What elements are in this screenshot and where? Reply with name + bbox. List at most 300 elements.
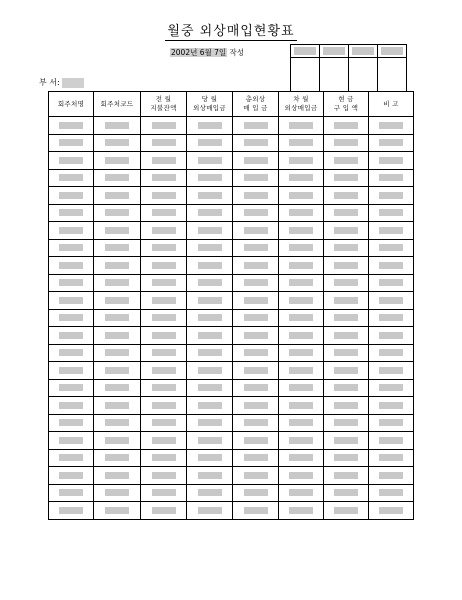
table-cell[interactable] bbox=[94, 432, 141, 450]
table-cell[interactable] bbox=[324, 169, 369, 187]
table-cell[interactable] bbox=[369, 117, 414, 135]
table-cell[interactable] bbox=[324, 467, 369, 485]
table-cell[interactable] bbox=[187, 362, 233, 380]
cell-placeholder bbox=[198, 419, 222, 426]
table-cell[interactable] bbox=[187, 239, 233, 257]
table-cell[interactable] bbox=[187, 344, 233, 362]
table-cell[interactable] bbox=[49, 449, 94, 467]
cell-placeholder bbox=[379, 139, 403, 146]
table-row bbox=[49, 344, 414, 362]
table-cell[interactable] bbox=[233, 467, 279, 485]
table-cell[interactable] bbox=[369, 274, 414, 292]
table-cell[interactable] bbox=[49, 362, 94, 380]
table-cell[interactable] bbox=[324, 362, 369, 380]
table-cell[interactable] bbox=[94, 379, 141, 397]
cell-placeholder bbox=[289, 139, 313, 146]
cell-placeholder bbox=[59, 454, 83, 461]
table-cell[interactable] bbox=[187, 274, 233, 292]
cell-placeholder bbox=[105, 157, 129, 164]
table-cell[interactable] bbox=[141, 432, 187, 450]
cell-placeholder bbox=[105, 209, 129, 216]
table-cell[interactable] bbox=[141, 204, 187, 222]
cell-placeholder bbox=[59, 367, 83, 374]
cell-placeholder bbox=[289, 384, 313, 391]
cell-placeholder bbox=[59, 402, 83, 409]
approval-title-cell bbox=[291, 45, 320, 58]
table-row bbox=[49, 117, 414, 135]
cell-placeholder bbox=[334, 279, 358, 286]
table-cell[interactable] bbox=[233, 169, 279, 187]
cell-placeholder bbox=[244, 244, 268, 251]
approval-sign-cell[interactable] bbox=[378, 58, 407, 92]
cell-placeholder bbox=[379, 367, 403, 374]
table-cell[interactable] bbox=[187, 187, 233, 205]
approval-box bbox=[290, 44, 407, 92]
table-row bbox=[49, 257, 414, 275]
cell-placeholder bbox=[244, 367, 268, 374]
table-cell[interactable] bbox=[233, 222, 279, 240]
cell-placeholder bbox=[379, 437, 403, 444]
table-cell[interactable] bbox=[324, 134, 369, 152]
table-cell[interactable] bbox=[141, 344, 187, 362]
table-cell[interactable] bbox=[49, 134, 94, 152]
cell-placeholder bbox=[59, 507, 83, 514]
cell-placeholder bbox=[379, 244, 403, 251]
table-cell[interactable] bbox=[187, 169, 233, 187]
table-cell[interactable] bbox=[324, 449, 369, 467]
table-cell[interactable] bbox=[187, 432, 233, 450]
table-cell[interactable] bbox=[94, 274, 141, 292]
table-row bbox=[49, 169, 414, 187]
table-cell[interactable] bbox=[94, 309, 141, 327]
table-cell[interactable] bbox=[49, 239, 94, 257]
table-cell[interactable] bbox=[369, 152, 414, 170]
approval-sign-cell[interactable] bbox=[291, 58, 320, 92]
table-cell[interactable] bbox=[187, 292, 233, 310]
table-row bbox=[49, 222, 414, 240]
table-cell[interactable] bbox=[141, 397, 187, 415]
cell-placeholder bbox=[152, 419, 176, 426]
table-cell[interactable] bbox=[141, 362, 187, 380]
cell-placeholder bbox=[244, 332, 268, 339]
cell-placeholder bbox=[59, 384, 83, 391]
cell-placeholder bbox=[152, 507, 176, 514]
table-cell[interactable] bbox=[94, 484, 141, 502]
cell-placeholder bbox=[289, 209, 313, 216]
table-cell[interactable] bbox=[324, 187, 369, 205]
table-cell[interactable] bbox=[233, 327, 279, 345]
table-cell[interactable] bbox=[94, 169, 141, 187]
cell-placeholder bbox=[198, 507, 222, 514]
table-cell[interactable] bbox=[233, 292, 279, 310]
table-cell[interactable] bbox=[279, 309, 324, 327]
cell-placeholder bbox=[334, 349, 358, 356]
table-cell[interactable] bbox=[369, 502, 414, 520]
header-client-name: 회주처명 bbox=[49, 92, 94, 117]
table-cell[interactable] bbox=[279, 432, 324, 450]
cell-placeholder bbox=[289, 297, 313, 304]
cell-placeholder bbox=[244, 454, 268, 461]
table-cell[interactable] bbox=[94, 292, 141, 310]
table-cell[interactable] bbox=[94, 117, 141, 135]
table-cell[interactable] bbox=[187, 309, 233, 327]
table-cell[interactable] bbox=[324, 502, 369, 520]
table-cell[interactable] bbox=[369, 379, 414, 397]
table-cell[interactable] bbox=[141, 134, 187, 152]
table-cell[interactable] bbox=[324, 239, 369, 257]
table-cell[interactable] bbox=[369, 204, 414, 222]
table-cell[interactable] bbox=[279, 379, 324, 397]
table-cell[interactable] bbox=[324, 379, 369, 397]
cell-placeholder bbox=[289, 227, 313, 234]
cell-placeholder bbox=[244, 472, 268, 479]
table-cell[interactable] bbox=[279, 222, 324, 240]
cell-placeholder bbox=[59, 437, 83, 444]
cell-placeholder bbox=[198, 384, 222, 391]
table-cell[interactable] bbox=[49, 292, 94, 310]
cell-placeholder bbox=[379, 419, 403, 426]
table-cell[interactable] bbox=[49, 169, 94, 187]
cell-placeholder bbox=[105, 437, 129, 444]
table-cell[interactable] bbox=[141, 257, 187, 275]
table-cell[interactable] bbox=[49, 502, 94, 520]
table-cell[interactable] bbox=[233, 257, 279, 275]
table-cell[interactable] bbox=[94, 449, 141, 467]
cell-placeholder bbox=[198, 192, 222, 199]
table-cell[interactable] bbox=[141, 449, 187, 467]
table-cell[interactable] bbox=[187, 449, 233, 467]
table-cell[interactable] bbox=[49, 274, 94, 292]
table-cell[interactable] bbox=[369, 414, 414, 432]
cell-placeholder bbox=[105, 174, 129, 181]
table-cell[interactable] bbox=[141, 117, 187, 135]
table-row bbox=[49, 134, 414, 152]
table-cell[interactable] bbox=[141, 309, 187, 327]
cell-placeholder bbox=[152, 489, 176, 496]
cell-placeholder bbox=[379, 507, 403, 514]
table-cell[interactable] bbox=[233, 379, 279, 397]
table-cell[interactable] bbox=[279, 362, 324, 380]
table-cell[interactable] bbox=[324, 397, 369, 415]
table-cell[interactable] bbox=[279, 239, 324, 257]
table-cell[interactable] bbox=[324, 484, 369, 502]
table-cell[interactable] bbox=[187, 502, 233, 520]
department-line bbox=[39, 77, 84, 89]
cell-placeholder bbox=[289, 349, 313, 356]
cell-placeholder bbox=[334, 157, 358, 164]
table-cell[interactable] bbox=[49, 152, 94, 170]
cell-placeholder bbox=[334, 174, 358, 181]
cell-placeholder bbox=[152, 192, 176, 199]
cell-placeholder bbox=[105, 349, 129, 356]
table-cell[interactable] bbox=[324, 309, 369, 327]
table-cell[interactable] bbox=[49, 204, 94, 222]
cell-placeholder bbox=[244, 297, 268, 304]
table-cell[interactable] bbox=[94, 344, 141, 362]
table-cell[interactable] bbox=[233, 117, 279, 135]
cell-placeholder bbox=[198, 489, 222, 496]
table-cell[interactable] bbox=[233, 414, 279, 432]
table-cell[interactable] bbox=[279, 169, 324, 187]
table-cell[interactable] bbox=[187, 117, 233, 135]
cell-placeholder bbox=[198, 227, 222, 234]
cell-placeholder bbox=[198, 157, 222, 164]
table-cell[interactable] bbox=[187, 467, 233, 485]
table-cell[interactable] bbox=[279, 134, 324, 152]
table-cell[interactable] bbox=[141, 484, 187, 502]
cell-placeholder bbox=[244, 174, 268, 181]
table-cell[interactable] bbox=[187, 397, 233, 415]
table-cell[interactable] bbox=[49, 327, 94, 345]
table-cell[interactable] bbox=[324, 432, 369, 450]
table-cell[interactable] bbox=[233, 309, 279, 327]
table-cell[interactable] bbox=[279, 344, 324, 362]
table-cell[interactable] bbox=[233, 134, 279, 152]
table-cell[interactable] bbox=[94, 152, 141, 170]
document-title: 월중 외상매입현황표 bbox=[167, 24, 295, 39]
table-cell[interactable] bbox=[49, 432, 94, 450]
cell-placeholder bbox=[379, 454, 403, 461]
table-cell[interactable] bbox=[141, 169, 187, 187]
table-cell[interactable] bbox=[233, 432, 279, 450]
cell-placeholder bbox=[105, 297, 129, 304]
table-cell[interactable] bbox=[141, 292, 187, 310]
table-cell[interactable] bbox=[141, 414, 187, 432]
table-cell[interactable] bbox=[141, 152, 187, 170]
table-cell[interactable] bbox=[324, 414, 369, 432]
cell-placeholder bbox=[59, 227, 83, 234]
table-cell[interactable] bbox=[369, 467, 414, 485]
table-cell[interactable] bbox=[324, 292, 369, 310]
table-cell[interactable] bbox=[233, 187, 279, 205]
table-cell[interactable] bbox=[141, 327, 187, 345]
table-cell[interactable] bbox=[94, 397, 141, 415]
table-cell[interactable] bbox=[324, 327, 369, 345]
table-cell[interactable] bbox=[279, 152, 324, 170]
table-cell[interactable] bbox=[324, 204, 369, 222]
cell-placeholder bbox=[152, 297, 176, 304]
table-row bbox=[49, 204, 414, 222]
table-cell[interactable] bbox=[49, 414, 94, 432]
cell-placeholder bbox=[289, 174, 313, 181]
table-cell[interactable] bbox=[324, 152, 369, 170]
table-cell[interactable] bbox=[94, 239, 141, 257]
date-value: 2002년 6월 7일 bbox=[171, 48, 227, 57]
table-cell[interactable] bbox=[233, 449, 279, 467]
cell-placeholder bbox=[198, 297, 222, 304]
table-cell[interactable] bbox=[233, 239, 279, 257]
table-row bbox=[49, 309, 414, 327]
table-cell[interactable] bbox=[94, 222, 141, 240]
cell-placeholder bbox=[379, 227, 403, 234]
table-cell[interactable] bbox=[324, 222, 369, 240]
table-cell[interactable] bbox=[141, 239, 187, 257]
table-cell[interactable] bbox=[94, 134, 141, 152]
cell-placeholder bbox=[105, 419, 129, 426]
table-row bbox=[49, 152, 414, 170]
table-cell[interactable] bbox=[141, 467, 187, 485]
table-cell[interactable] bbox=[369, 449, 414, 467]
table-cell[interactable] bbox=[49, 467, 94, 485]
cell-placeholder bbox=[289, 437, 313, 444]
table-cell[interactable] bbox=[187, 134, 233, 152]
approval-sign-cell[interactable] bbox=[320, 58, 349, 92]
table-cell[interactable] bbox=[94, 362, 141, 380]
table-cell[interactable] bbox=[233, 274, 279, 292]
table-cell[interactable] bbox=[233, 344, 279, 362]
cell-placeholder bbox=[198, 437, 222, 444]
table-cell[interactable] bbox=[49, 309, 94, 327]
table-cell[interactable] bbox=[94, 204, 141, 222]
table-cell[interactable] bbox=[279, 117, 324, 135]
table-cell[interactable] bbox=[369, 134, 414, 152]
table-cell[interactable] bbox=[369, 187, 414, 205]
table-cell[interactable] bbox=[279, 257, 324, 275]
table-cell[interactable] bbox=[279, 414, 324, 432]
purchase-table bbox=[48, 91, 414, 520]
cell-placeholder bbox=[289, 192, 313, 199]
table-cell[interactable] bbox=[279, 449, 324, 467]
cell-placeholder bbox=[59, 419, 83, 426]
table-cell[interactable] bbox=[369, 169, 414, 187]
header-total-purchases: 총외상 매 입 금 bbox=[233, 92, 279, 117]
cell-placeholder bbox=[152, 262, 176, 269]
table-cell[interactable] bbox=[187, 414, 233, 432]
table-cell[interactable] bbox=[141, 502, 187, 520]
department-value-placeholder[interactable] bbox=[62, 78, 84, 88]
table-row bbox=[49, 397, 414, 415]
table-cell[interactable] bbox=[369, 292, 414, 310]
cell-placeholder bbox=[334, 507, 358, 514]
table-cell[interactable] bbox=[233, 397, 279, 415]
table-cell[interactable] bbox=[369, 397, 414, 415]
table-cell[interactable] bbox=[141, 379, 187, 397]
table-cell[interactable] bbox=[233, 362, 279, 380]
header-remarks: 비 고 bbox=[369, 92, 414, 117]
cell-placeholder bbox=[289, 367, 313, 374]
table-cell[interactable] bbox=[369, 362, 414, 380]
table-cell[interactable] bbox=[94, 327, 141, 345]
table-cell[interactable] bbox=[279, 502, 324, 520]
cell-placeholder bbox=[379, 192, 403, 199]
cell-placeholder bbox=[198, 209, 222, 216]
table-cell[interactable] bbox=[49, 117, 94, 135]
approval-sign-cell[interactable] bbox=[349, 58, 378, 92]
cell-placeholder bbox=[59, 192, 83, 199]
table-cell[interactable] bbox=[187, 327, 233, 345]
table-cell[interactable] bbox=[141, 274, 187, 292]
table-cell[interactable] bbox=[187, 152, 233, 170]
cell-placeholder bbox=[152, 244, 176, 251]
cell-placeholder bbox=[105, 279, 129, 286]
cell-placeholder bbox=[59, 279, 83, 286]
table-cell[interactable] bbox=[49, 379, 94, 397]
table-cell[interactable] bbox=[187, 379, 233, 397]
table-row bbox=[49, 274, 414, 292]
table-cell[interactable] bbox=[369, 239, 414, 257]
table-cell[interactable] bbox=[141, 187, 187, 205]
table-cell[interactable] bbox=[233, 204, 279, 222]
table-cell[interactable] bbox=[187, 484, 233, 502]
table-cell[interactable] bbox=[369, 257, 414, 275]
table-cell[interactable] bbox=[141, 222, 187, 240]
table-cell[interactable] bbox=[49, 397, 94, 415]
cell-placeholder bbox=[334, 227, 358, 234]
cell-placeholder bbox=[334, 367, 358, 374]
table-cell[interactable] bbox=[324, 344, 369, 362]
table-cell[interactable] bbox=[94, 257, 141, 275]
table-cell[interactable] bbox=[233, 502, 279, 520]
table-cell[interactable] bbox=[49, 257, 94, 275]
cell-placeholder bbox=[289, 489, 313, 496]
table-cell[interactable] bbox=[49, 187, 94, 205]
header-current-purchases: 당 월 외상매입금 bbox=[187, 92, 233, 117]
table-cell[interactable] bbox=[49, 344, 94, 362]
table-cell[interactable] bbox=[369, 432, 414, 450]
table-cell[interactable] bbox=[279, 204, 324, 222]
table-cell[interactable] bbox=[94, 414, 141, 432]
cell-placeholder bbox=[334, 192, 358, 199]
table-cell[interactable] bbox=[233, 484, 279, 502]
table-cell[interactable] bbox=[369, 484, 414, 502]
table-cell[interactable] bbox=[279, 187, 324, 205]
table-cell[interactable] bbox=[94, 467, 141, 485]
table-cell[interactable] bbox=[279, 467, 324, 485]
cell-placeholder bbox=[379, 349, 403, 356]
cell-placeholder bbox=[379, 402, 403, 409]
table-cell[interactable] bbox=[233, 152, 279, 170]
table-cell[interactable] bbox=[279, 327, 324, 345]
table-cell[interactable] bbox=[279, 397, 324, 415]
cell-placeholder bbox=[152, 349, 176, 356]
cell-placeholder bbox=[334, 402, 358, 409]
table-cell[interactable] bbox=[324, 274, 369, 292]
table-cell[interactable] bbox=[94, 187, 141, 205]
cell-placeholder bbox=[59, 314, 83, 321]
approval-title-cell bbox=[378, 45, 407, 58]
table-cell[interactable] bbox=[324, 117, 369, 135]
approval-title-placeholder bbox=[381, 47, 403, 55]
table-cell[interactable] bbox=[49, 222, 94, 240]
cell-placeholder bbox=[152, 472, 176, 479]
cell-placeholder bbox=[289, 419, 313, 426]
approval-title-placeholder bbox=[352, 47, 374, 55]
table-cell[interactable] bbox=[49, 484, 94, 502]
table-cell[interactable] bbox=[369, 327, 414, 345]
table-cell[interactable] bbox=[187, 222, 233, 240]
approval-title-placeholder bbox=[294, 47, 316, 55]
table-cell[interactable] bbox=[187, 257, 233, 275]
table-cell[interactable] bbox=[324, 257, 369, 275]
table-cell[interactable] bbox=[279, 292, 324, 310]
table-cell[interactable] bbox=[279, 274, 324, 292]
cell-placeholder bbox=[289, 157, 313, 164]
table-cell[interactable] bbox=[187, 204, 233, 222]
cell-placeholder bbox=[198, 139, 222, 146]
table-cell[interactable] bbox=[369, 309, 414, 327]
table-cell[interactable] bbox=[94, 502, 141, 520]
cell-placeholder bbox=[289, 507, 313, 514]
cell-placeholder bbox=[289, 402, 313, 409]
table-cell[interactable] bbox=[369, 344, 414, 362]
cell-placeholder bbox=[105, 472, 129, 479]
cell-placeholder bbox=[244, 507, 268, 514]
cell-placeholder bbox=[198, 244, 222, 251]
table-cell[interactable] bbox=[279, 484, 324, 502]
table-cell[interactable] bbox=[369, 222, 414, 240]
cell-placeholder bbox=[379, 279, 403, 286]
cell-placeholder bbox=[152, 122, 176, 129]
